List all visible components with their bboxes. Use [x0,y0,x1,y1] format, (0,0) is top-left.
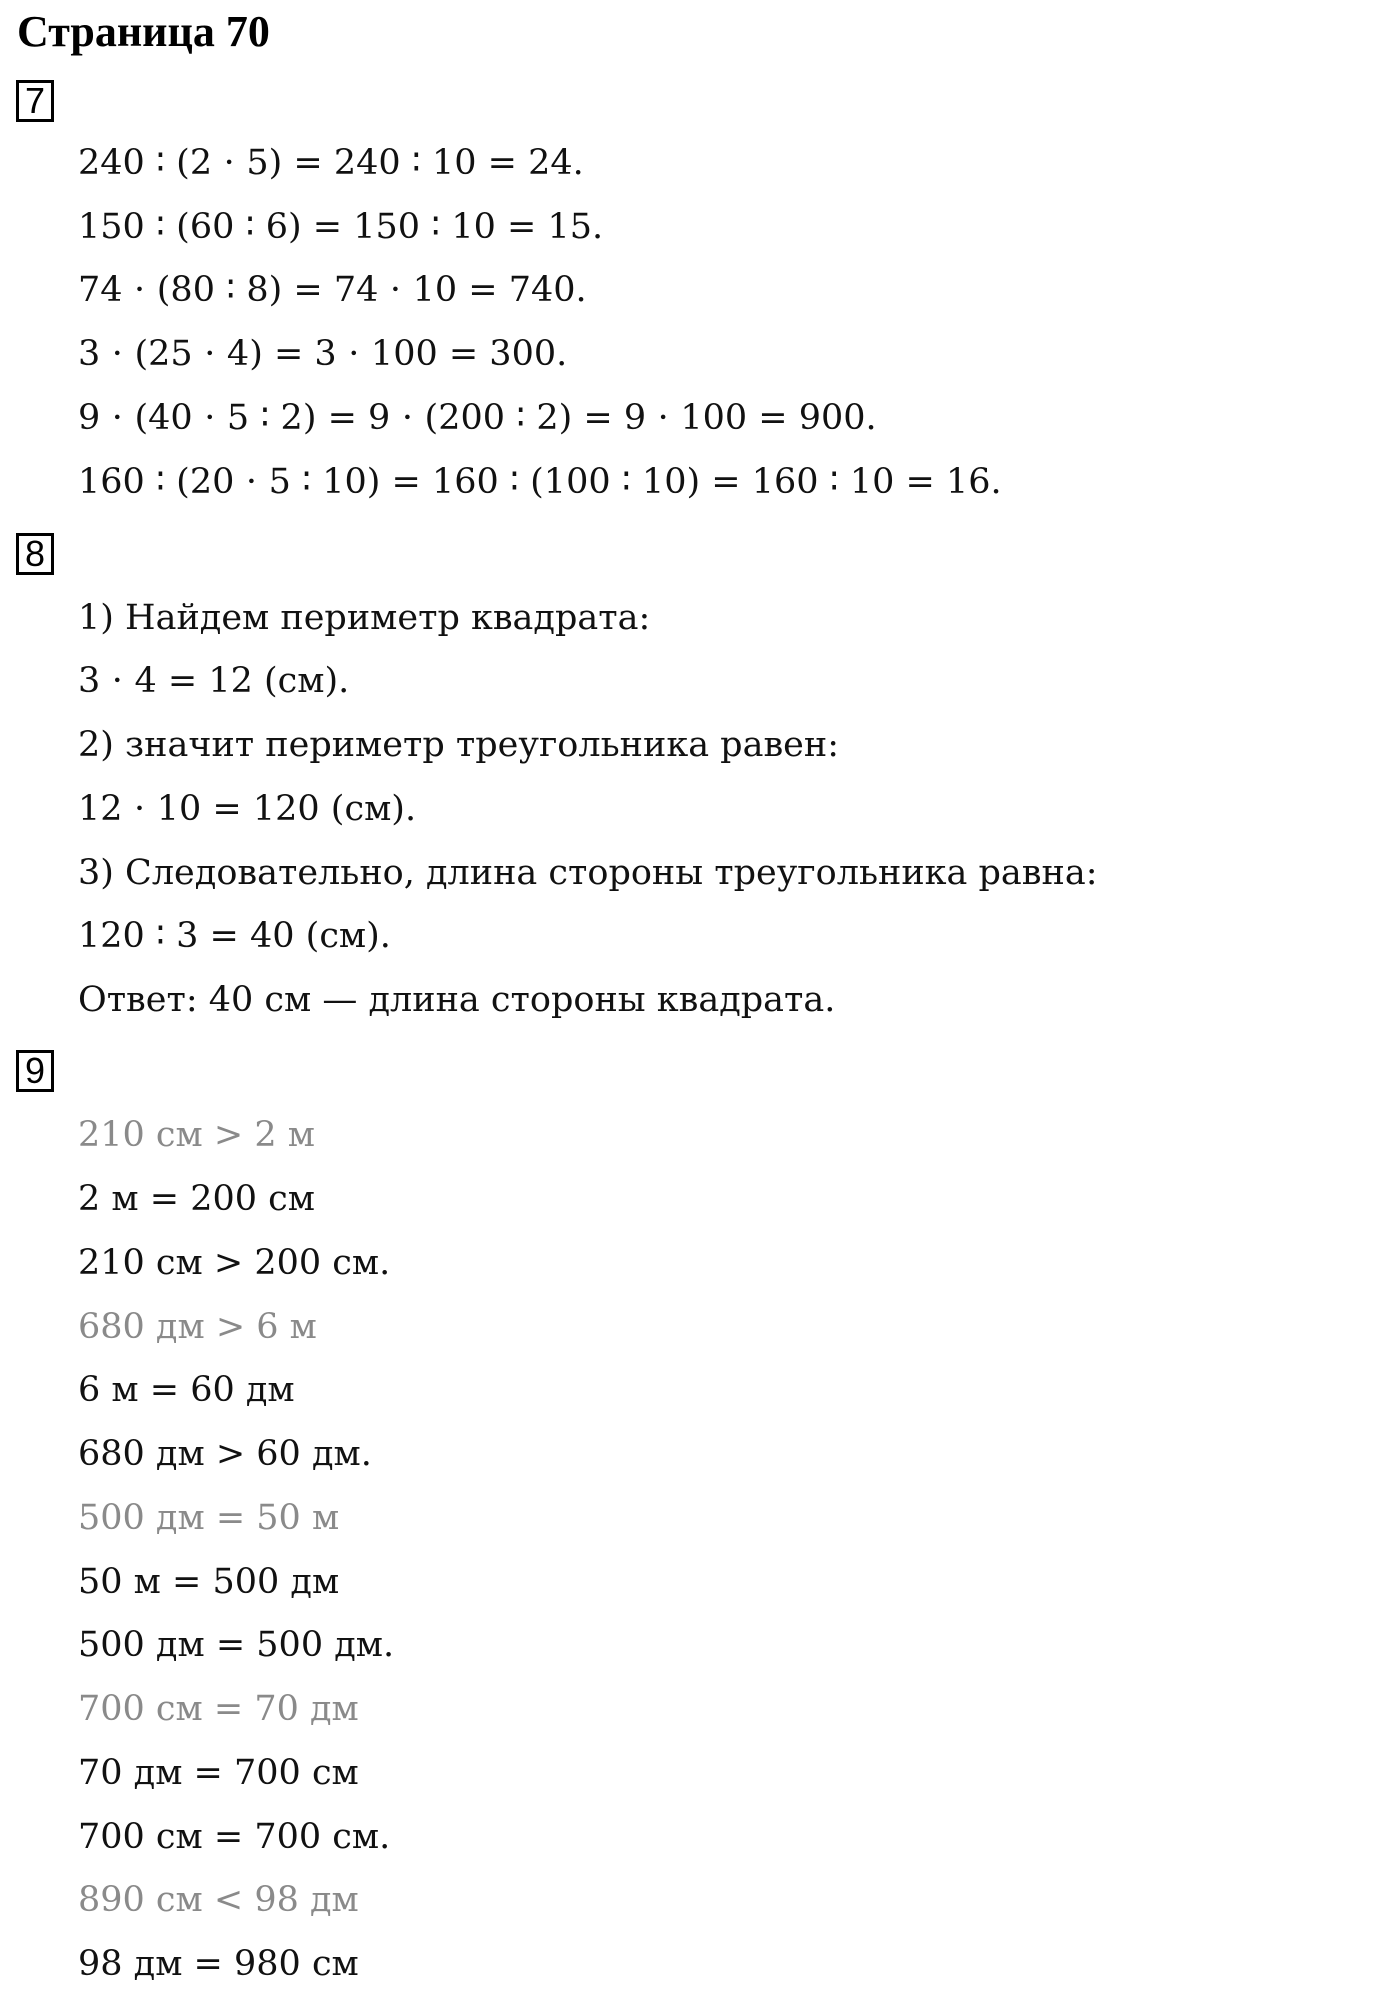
comparison-line: 210 см > 2 м [78,1115,315,1155]
comparison-line: 890 см < 98 дм [78,1880,359,1920]
solution-line: 12 ⋅ 10 = 120 (см). [78,789,417,829]
answer-line: Ответ: 40 см — длина стороны квадрата. [78,980,836,1020]
solution-line: 50 м = 500 дм [78,1562,340,1602]
task-number-7: 7 [16,80,54,122]
solution-line: 700 см = 700 см. [78,1817,391,1857]
solution-line: 1) Найдем периметр квадрата: [78,598,651,638]
task-number-8: 8 [16,533,54,575]
solution-line: 3 ⋅ (25 ⋅ 4) = 3 ⋅ 100 = 300. [78,334,568,374]
task-number-9: 9 [16,1050,54,1092]
solution-line: 98 дм = 980 см [78,1944,359,1984]
solution-line: 2) значит периметр треугольника равен: [78,725,839,765]
solution-line: 74 ⋅ (80 ∶ 8) = 74 ⋅ 10 = 740. [78,270,587,310]
solution-line: 150 ∶ (60 ∶ 6) = 150 ∶ 10 = 15. [78,207,604,247]
solution-line: 680 дм > 60 дм. [78,1434,372,1474]
solution-line: 240 ∶ (2 ⋅ 5) = 240 ∶ 10 = 24. [78,143,584,183]
solution-line: 70 дм = 700 см [78,1753,359,1793]
comparison-line: 700 см = 70 дм [78,1689,359,1729]
solution-line: 3 ⋅ 4 = 12 (см). [78,661,350,701]
solution-line: 9 ⋅ (40 ⋅ 5 ∶ 2) = 9 ⋅ (200 ∶ 2) = 9 ⋅ 100 = 900. [78,398,877,438]
solution-line: 160 ∶ (20 ⋅ 5 ∶ 10) = 160 ∶ (100 ∶ 10) = 160 ∶ 10 = 16. [78,462,1002,502]
comparison-line: 500 дм = 50 м [78,1498,340,1538]
solution-line: 210 см > 200 см. [78,1243,391,1283]
solution-line: 6 м = 60 дм [78,1370,295,1410]
solution-line: 500 дм = 500 дм. [78,1625,395,1665]
solution-line: 120 ∶ 3 = 40 (см). [78,916,391,956]
solution-line: 3) Следовательно, длина стороны треугольника равна: [78,853,1098,893]
solution-line: 2 м = 200 см [78,1179,315,1219]
page-title: Страница 70 [17,7,270,56]
comparison-line: 680 дм > 6 м [78,1307,317,1347]
